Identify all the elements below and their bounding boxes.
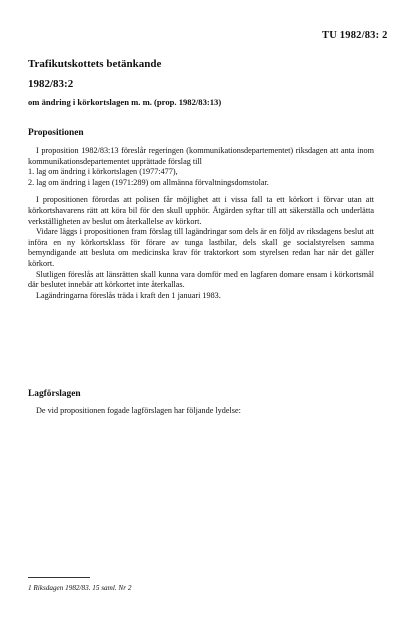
document-subtitle: om ändring i körkortslagen m. m. (prop. 1982/83:13) bbox=[28, 97, 222, 107]
paragraph: Slutligen föreslås att länsrätten skall kunna vara domför med en lagfaren domare ensam i körkortsmål där beslutet innebär att körkortet inte återkallas. bbox=[28, 269, 374, 290]
section-heading-lagforslagen: Lagförslagen bbox=[28, 389, 81, 399]
paragraph: I proposition 1982/83:13 föreslår regeringen (kommunikationsdepartementet) riksdagen att anta inom kommunikationsdepartementet upprättade förslag till bbox=[28, 146, 374, 166]
section-heading-propositionen: Propositionen bbox=[28, 128, 84, 138]
footnote-divider bbox=[28, 577, 90, 578]
list-item: 1. lag om ändring i körkortslagen (1977:477), bbox=[28, 167, 178, 177]
paragraph: De vid propositionen fogade lagförslagen har följande lydelse: bbox=[36, 406, 241, 415]
list-item: 2. lag om ändring i lagen (1971:289) om allmänna förvaltningsdomstolar. bbox=[28, 177, 269, 187]
page-footer: 1 Riksdagen 1982/83. 15 saml. Nr 2 bbox=[28, 584, 132, 592]
document-reference: TU 1982/83: 2 bbox=[322, 30, 388, 41]
section-body-propositionen bbox=[28, 146, 374, 301]
section-body-lagforslagen bbox=[28, 406, 374, 417]
paragraph: I propositionen förordas att polisen får möjlighet att i vissa fall ta ett körkort i förvar utan att körkortshavarens rätt att köra bil för den skull upphör. Åtgärden syftar till att säkerställa och underlätta verkställigheten av beslut om återkallelse av körkort. bbox=[28, 195, 374, 226]
paragraph: Lagändringarna föreslås träda i kraft den 1 januari 1983. bbox=[36, 290, 221, 300]
document-title: Trafikutskottets betänkande bbox=[28, 58, 162, 70]
document-number: 1982/83:2 bbox=[28, 78, 74, 90]
paragraph: Vidare läggs i propositionen fram förslag till lagändringar som dels är en följd av riksdagens beslut att införa en ny körkortsklass för förare av tunga lastbilar, dels skall ge socialstyrelsen samma bemyndigande att besluta om medicinska krav för traktorkort som styrelsen redan har när det gäller körkort. bbox=[28, 227, 374, 268]
